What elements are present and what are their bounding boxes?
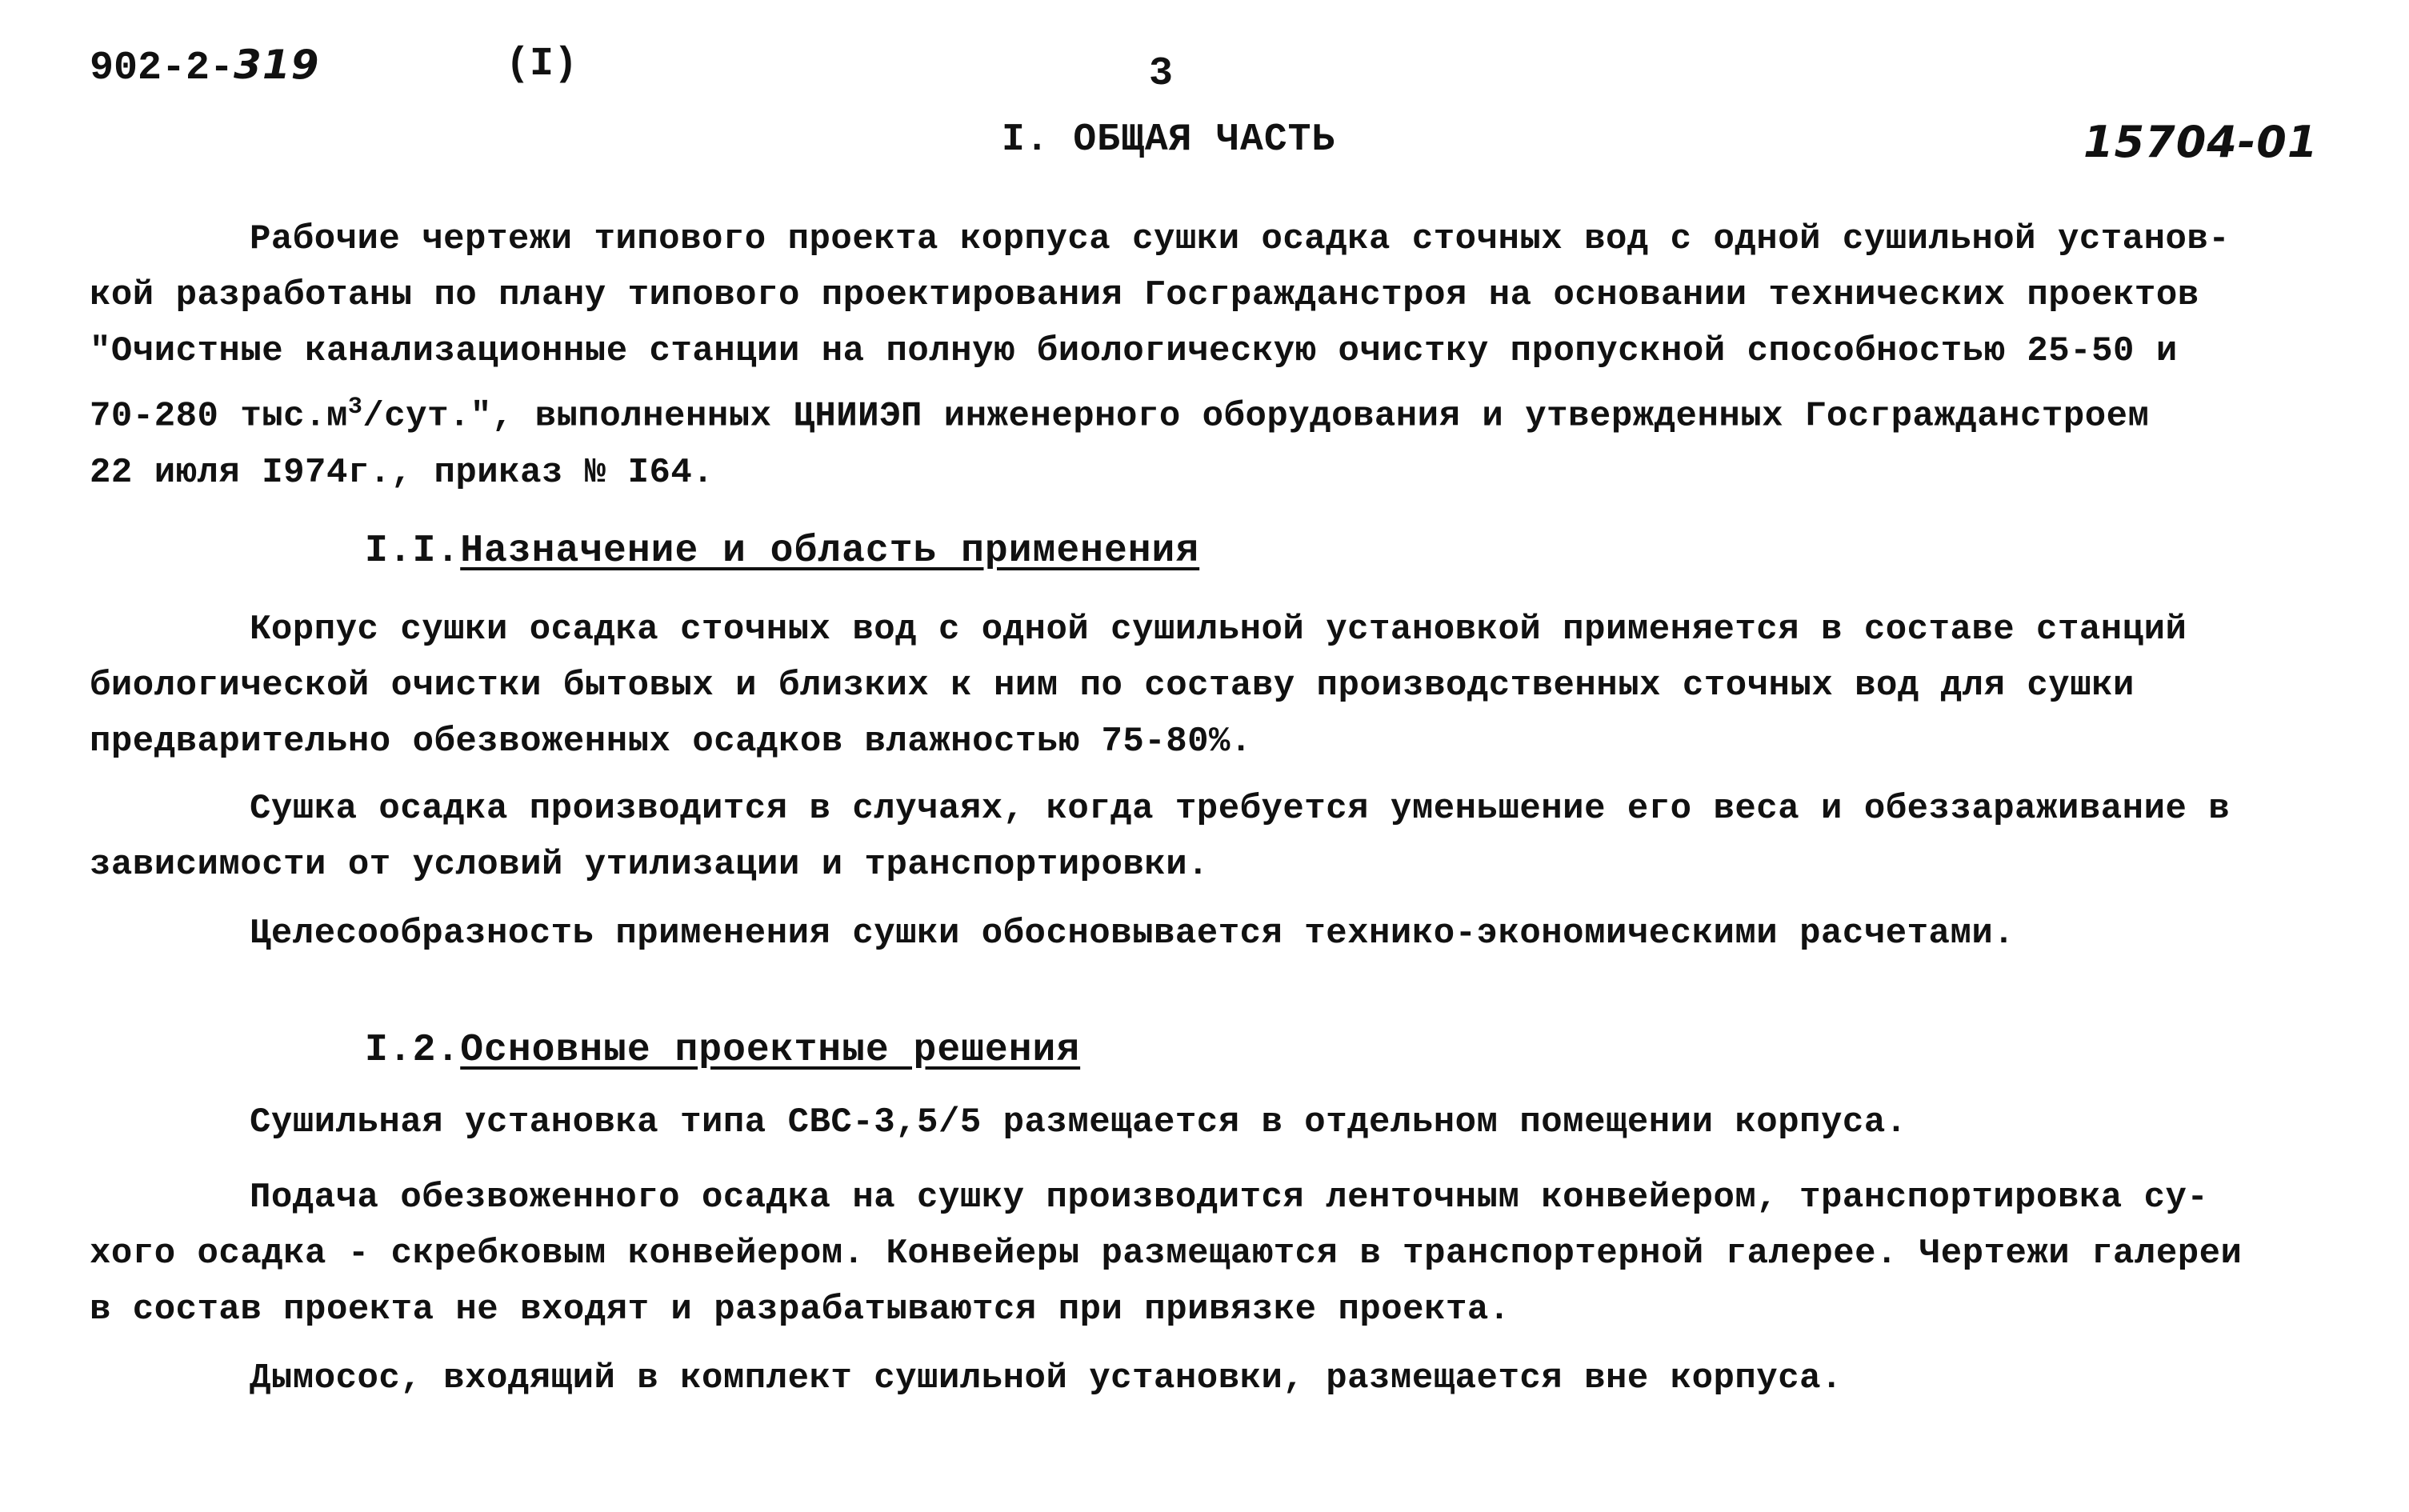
paragraph-1-1-purpose: [90, 602, 2330, 770]
intro-line-5: 22 июля I974г., приказ № I64.: [90, 452, 714, 493]
purpose-line-3: предварительно обезвоженных осадков влажностью 75-80%.: [90, 722, 1252, 762]
paragraph-1-1-feasibility: [90, 906, 2330, 962]
page-number: 3: [1149, 51, 1174, 97]
conveyors-line-2: хого осадка - скребковым конвейером. Конвейеры размещаются в транспортерной галерее. Чертежи галереи: [90, 1234, 2243, 1274]
paragraph-1-1-drying: [90, 781, 2330, 893]
drying-line-1: Сушка осадка производится в случаях, когда требуется уменьшение его веса и обеззараживание в: [250, 789, 2231, 829]
document-code-printed: 902-2-: [90, 46, 234, 91]
dryer-line: Сушильная установка типа СВС-3,5/5 размещается в отдельном помещении корпуса.: [250, 1102, 1907, 1142]
cubic-superscript: 3: [347, 394, 363, 421]
purpose-line-1: Корпус сушки осадка сточных вод с одной сушильной установкой применяется в составе станций: [250, 610, 2187, 650]
intro-line-1: Рабочие чертежи типового проекта корпуса сушки осадка сточных вод с одной сушильной установ-: [250, 219, 2231, 259]
intro-paragraph: [90, 211, 2330, 501]
subheading-1-1-number: I.I.: [365, 530, 461, 573]
subheading-1-1: [365, 530, 1199, 573]
intro-line-4-start: 70-280 тыс.м: [90, 396, 348, 437]
paragraph-1-2-dryer: [90, 1094, 2330, 1150]
feasibility-line: Целесообразность применения сушки обосновывается технико-экономическими расчетами.: [250, 914, 2015, 954]
part-number: (I): [506, 42, 578, 87]
conveyors-line-3: в состав проекта не входят и разрабатываются при привязке проекта.: [90, 1290, 1511, 1330]
intro-line-3: "Очистные канализационные станции на полную биологическую очистку пропускной способностью 25-50 и: [90, 331, 2178, 371]
intro-line-4-end: /сут.", выполненных ЦНИИЭП инженерного оборудования и утвержденных Госгражданстроем: [362, 396, 2150, 437]
subheading-1-2: [365, 1029, 1080, 1072]
subheading-1-2-number: I.2.: [365, 1029, 461, 1072]
document-code-handwritten: 319: [234, 42, 320, 88]
section-title: I. ОБЩАЯ ЧАСТЬ: [1002, 118, 1336, 162]
subheading-1-2-title: Основные проектные решения: [460, 1029, 1081, 1072]
album-code-handwritten: 15704-01: [2083, 117, 2319, 167]
purpose-line-2: биологической очистки бытовых и близких к ним по составу производственных сточных вод для сушки: [90, 666, 2135, 706]
document-code: [90, 42, 319, 91]
conveyors-line-1: Подача обезвоженного осадка на сушку производится ленточным конвейером, транспортировка су-: [250, 1178, 2209, 1218]
drying-line-2: зависимости от условий утилизации и транспортировки.: [90, 845, 1210, 885]
smoke-exhauster-line: Дымосос, входящий в комплект сушильной установки, размещается вне корпуса.: [250, 1358, 1843, 1398]
intro-line-4: [90, 379, 2330, 445]
paragraph-1-2-smoke-exhauster: [90, 1350, 2330, 1406]
subheading-1-1-title: Назначение и область применения: [460, 530, 1200, 573]
paragraph-1-2-conveyors: [90, 1170, 2330, 1338]
intro-line-2: кой разработаны по плану типового проектирования Госгражданстроя на основании технических проектов: [90, 275, 2199, 315]
